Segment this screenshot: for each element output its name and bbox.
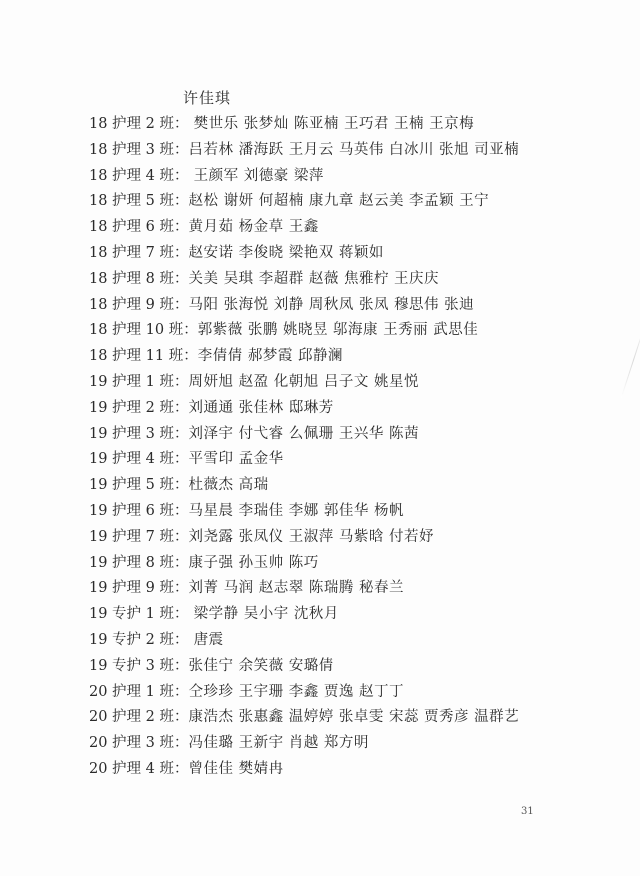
student-names: 仝珍珍 王宇珊 李鑫 贾逸 赵丁丁	[188, 683, 404, 700]
roster-row	[89, 473, 609, 499]
student-names: 杜薇杰 高瑞	[188, 477, 269, 494]
roster-row	[89, 112, 609, 138]
student-names: 李倩倩 郝梦霞 邱静澜	[197, 348, 343, 365]
class-label: 20 护理 1 班：	[89, 683, 189, 700]
roster-row	[89, 396, 609, 422]
roster-row	[89, 189, 609, 215]
roster-row	[89, 370, 609, 396]
roster-row	[89, 215, 609, 241]
student-names: 关美 吴琪 李超群 赵薇 焦雅柠 王庆庆	[188, 270, 440, 287]
roster-row	[89, 705, 609, 731]
class-label: 18 护理 10 班：	[89, 322, 198, 339]
class-label: 20 护理 2 班：	[89, 709, 189, 726]
class-label: 19 护理 6 班：	[89, 502, 189, 519]
student-names: 梁学静 吴小宇 沈秋月	[188, 606, 339, 623]
class-label: 19 专护 1 班：	[89, 606, 189, 623]
student-names: 曾佳佳 樊婧冉	[188, 760, 284, 777]
roster-row	[89, 525, 609, 551]
roster-row	[89, 344, 609, 370]
student-names: 刘通通 张佳林 邸琳芳	[188, 399, 334, 416]
roster-row	[89, 293, 609, 319]
roster-row	[89, 654, 609, 680]
roster-row	[89, 628, 609, 654]
class-label: 18 护理 9 班：	[89, 296, 189, 313]
class-label: 20 护理 4 班：	[89, 760, 189, 777]
student-names: 郭紫薇 张鹏 姚晓昱 邬海康 王秀丽 武思佳	[197, 322, 479, 339]
student-names: 唐震	[188, 631, 224, 648]
class-label: 19 护理 8 班：	[89, 554, 189, 571]
class-label: 18 护理 2 班：	[89, 116, 189, 132]
student-names: 赵松 谢妍 何超楠 康九章 赵云美 李孟颖 王宁	[188, 193, 490, 210]
roster-row	[89, 422, 609, 448]
student-names: 马阳 张海悦 刘静 周秋凤 张凤 穆思伟 张迪	[188, 296, 475, 313]
continuation-name-line: 许佳琪	[183, 89, 232, 107]
roster-row	[89, 138, 609, 164]
roster-row	[89, 499, 609, 525]
class-label: 18 护理 5 班：	[89, 193, 189, 210]
class-label: 19 护理 2 班：	[89, 399, 189, 416]
class-label: 18 护理 6 班：	[89, 219, 189, 236]
class-label: 19 护理 1 班：	[89, 373, 189, 390]
student-names: 黄月茹 杨金草 王鑫	[188, 219, 319, 236]
roster-row	[89, 576, 609, 602]
student-names: 刘泽宇 付弋睿 么佩珊 王兴华 陈茜	[188, 425, 419, 442]
class-label: 18 护理 4 班：	[89, 167, 189, 184]
class-label: 19 护理 9 班：	[89, 580, 189, 597]
class-label: 18 护理 3 班：	[89, 141, 189, 158]
student-names: 冯佳璐 王新宇 肖越 郑方明	[188, 735, 369, 752]
roster-row	[89, 602, 609, 628]
class-label: 19 护理 7 班：	[89, 528, 189, 545]
roster-row	[89, 757, 609, 783]
class-label: 18 护理 7 班：	[89, 244, 189, 261]
student-names: 马星晨 李瑞佳 李娜 郭佳华 杨帆	[188, 502, 404, 519]
roster-row	[89, 164, 609, 190]
student-names: 康子强 孙玉帅 陈巧	[188, 554, 319, 571]
student-names: 吕若林 潘海跃 王月云 马英伟 白冰川 张旭 司亚楠	[188, 141, 520, 158]
class-label: 20 护理 3 班：	[89, 735, 189, 752]
student-names: 赵安诺 李俊晓 梁艳双 蒋颖如	[188, 244, 384, 261]
class-label: 19 专护 2 班：	[89, 631, 189, 648]
roster-row	[89, 731, 609, 757]
student-names: 王颜军 刘德豪 梁萍	[188, 167, 324, 184]
scan-edge-mark	[621, 322, 640, 398]
page-number: 31	[521, 806, 534, 817]
student-names: 平雪印 孟金华	[188, 451, 284, 468]
student-names: 周妍旭 赵盈 化朝旭 吕子文 姚星悦	[188, 373, 419, 390]
class-label: 19 护理 5 班：	[89, 477, 189, 494]
class-label: 19 护理 4 班：	[89, 451, 189, 468]
roster-row	[89, 680, 609, 706]
class-label: 19 专护 3 班：	[89, 657, 189, 674]
student-names: 刘菁 马润 赵志翠 陈瑞腾 秘春兰	[188, 580, 404, 597]
student-names: 樊世乐 张梦灿 陈亚楠 王巧君 王楠 王京梅	[188, 116, 475, 132]
roster-row	[89, 267, 609, 293]
student-names: 张佳宁 余笑薇 安璐倩	[188, 657, 334, 674]
class-label: 18 护理 11 班：	[89, 348, 198, 365]
class-label: 18 护理 8 班：	[89, 270, 189, 287]
roster-row	[89, 447, 609, 473]
class-label: 19 护理 3 班：	[89, 425, 189, 442]
class-roster-list	[89, 112, 609, 783]
student-names: 康浩杰 张惠鑫 温婷婷 张卓雯 宋蕊 贾秀彦 温群艺	[188, 709, 520, 726]
roster-row	[89, 318, 609, 344]
roster-row	[89, 551, 609, 577]
student-names: 刘尧露 张凤仪 王淑萍 马紫晗 付若妤	[188, 528, 434, 545]
roster-row	[89, 241, 609, 267]
